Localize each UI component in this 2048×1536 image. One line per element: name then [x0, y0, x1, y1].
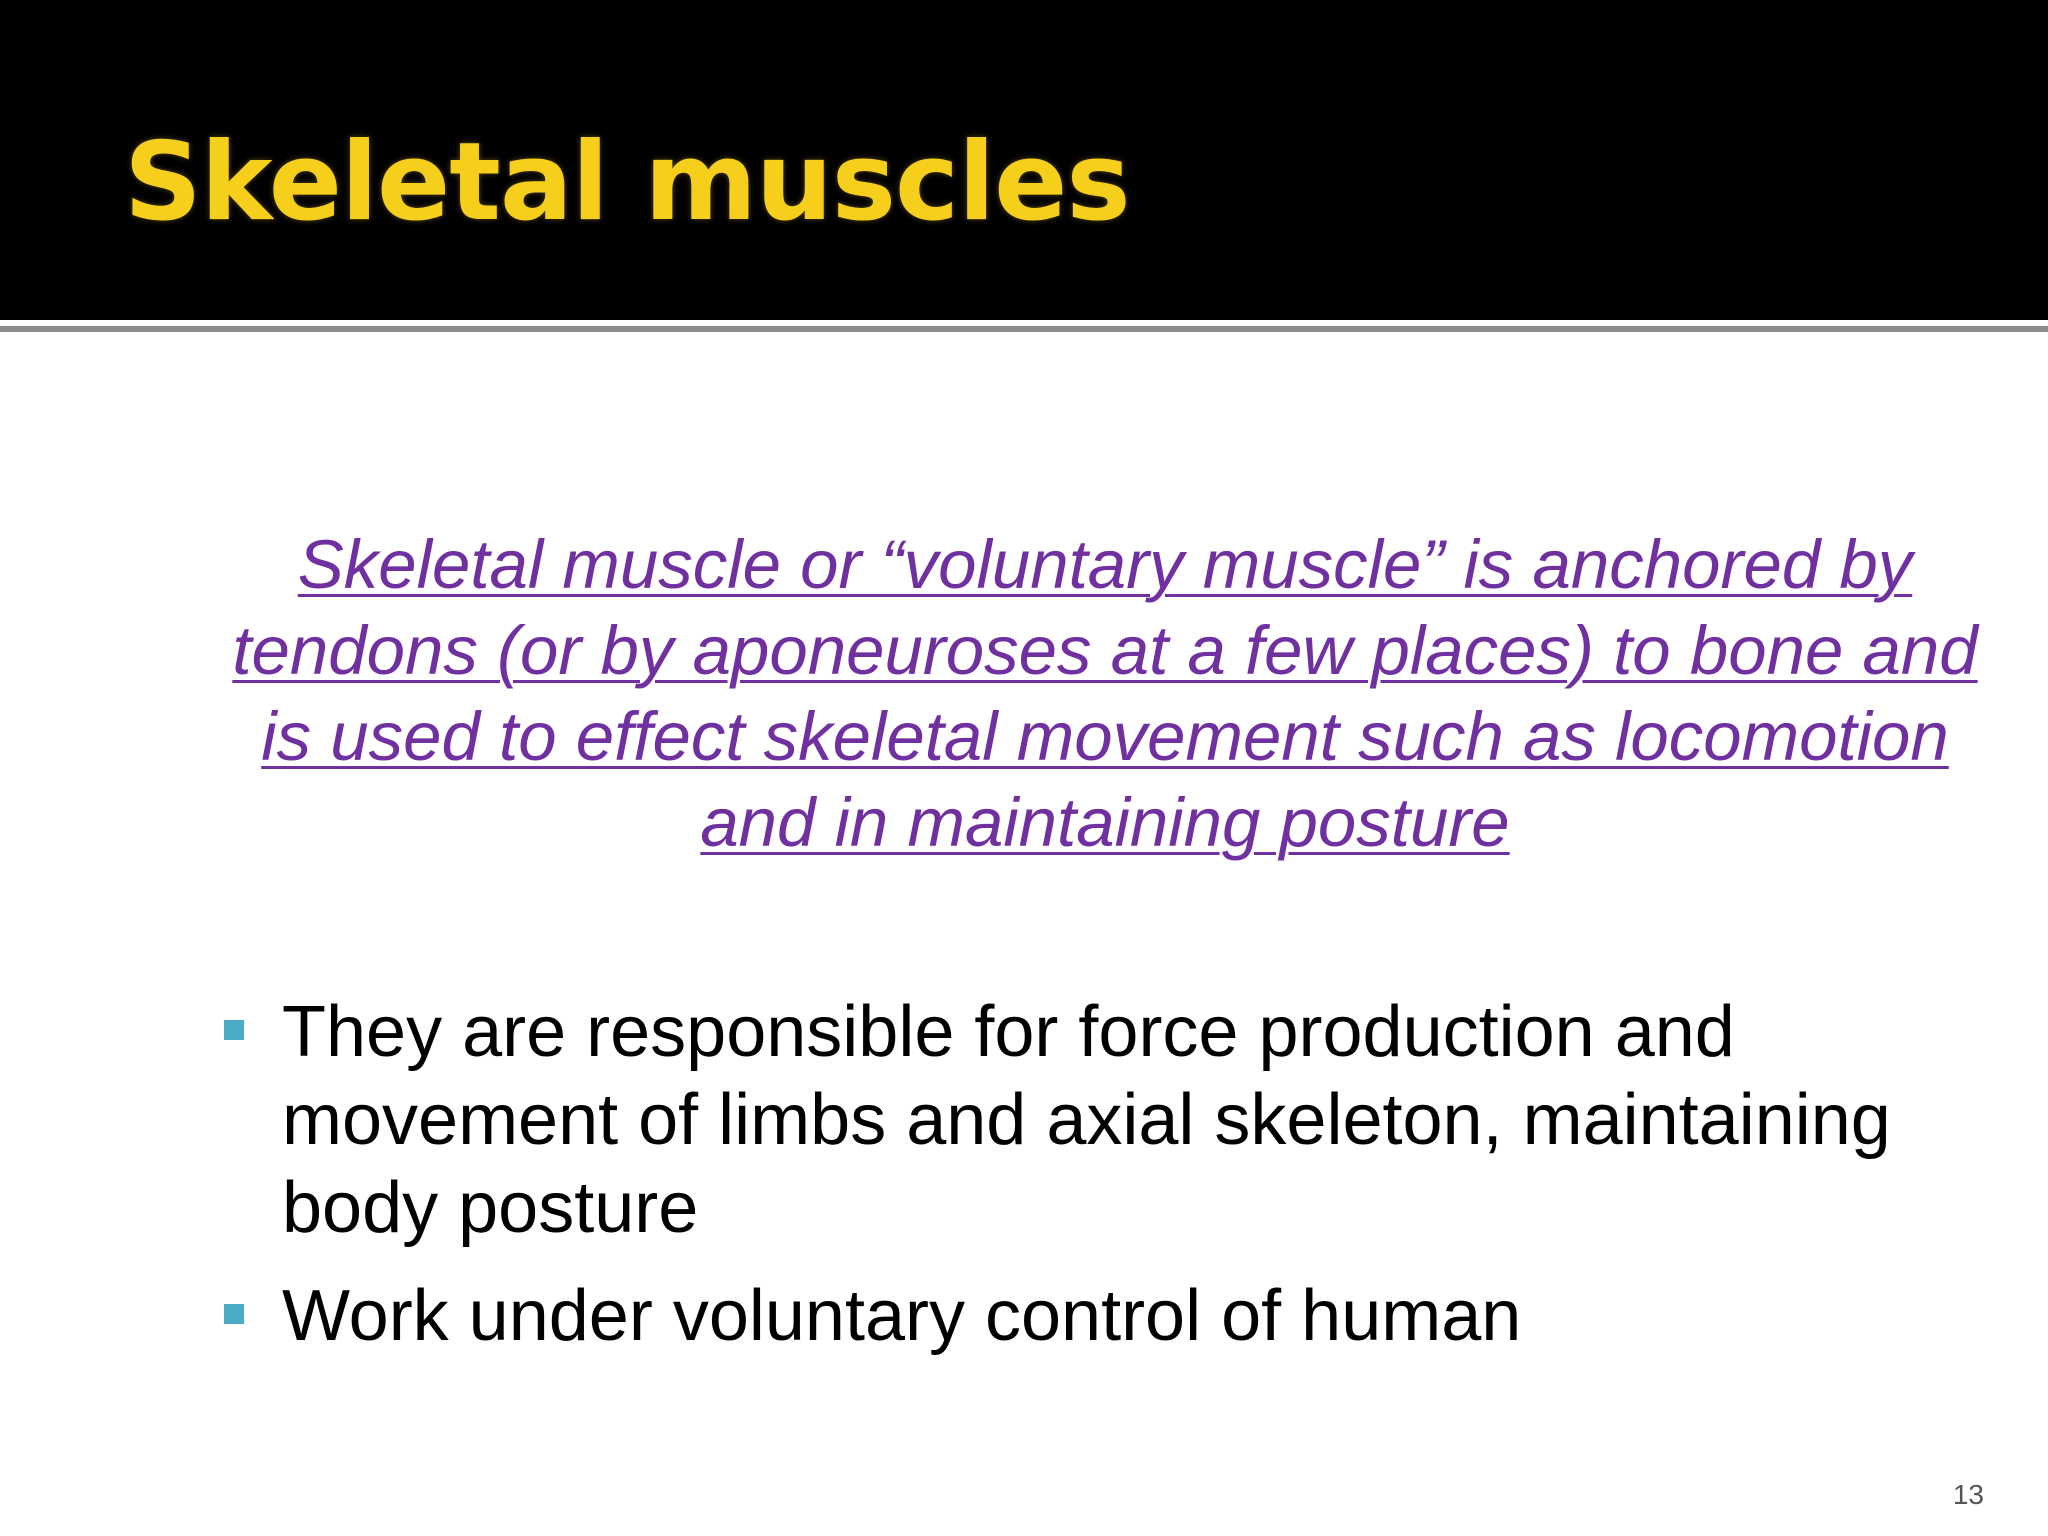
square-bullet-icon	[224, 1020, 244, 1040]
definition-text: Skeletal muscle or “voluntary muscle” is anchored by tendons (or by aponeuroses at a few places) to bone and is used to effect skeletal movement such as locomotion and in maintaining posture	[232, 526, 1978, 861]
bullet-item-force-production	[222, 988, 1922, 1252]
bullet-item-voluntary-control	[222, 1272, 1922, 1360]
bullet-text: They are responsible for force production and movement of limbs and axial skeleton, maintaining body posture	[282, 992, 1891, 1248]
square-bullet-icon	[224, 1304, 244, 1324]
title-bar	[0, 0, 2048, 320]
page-number: 13	[1952, 1479, 1984, 1510]
bullet-text: Work under voluntary control of human	[282, 1276, 1522, 1356]
bullet-list	[222, 988, 1922, 1380]
title-divider-gray	[0, 326, 2048, 332]
slide-title: Skeletal muscles	[124, 120, 1130, 245]
